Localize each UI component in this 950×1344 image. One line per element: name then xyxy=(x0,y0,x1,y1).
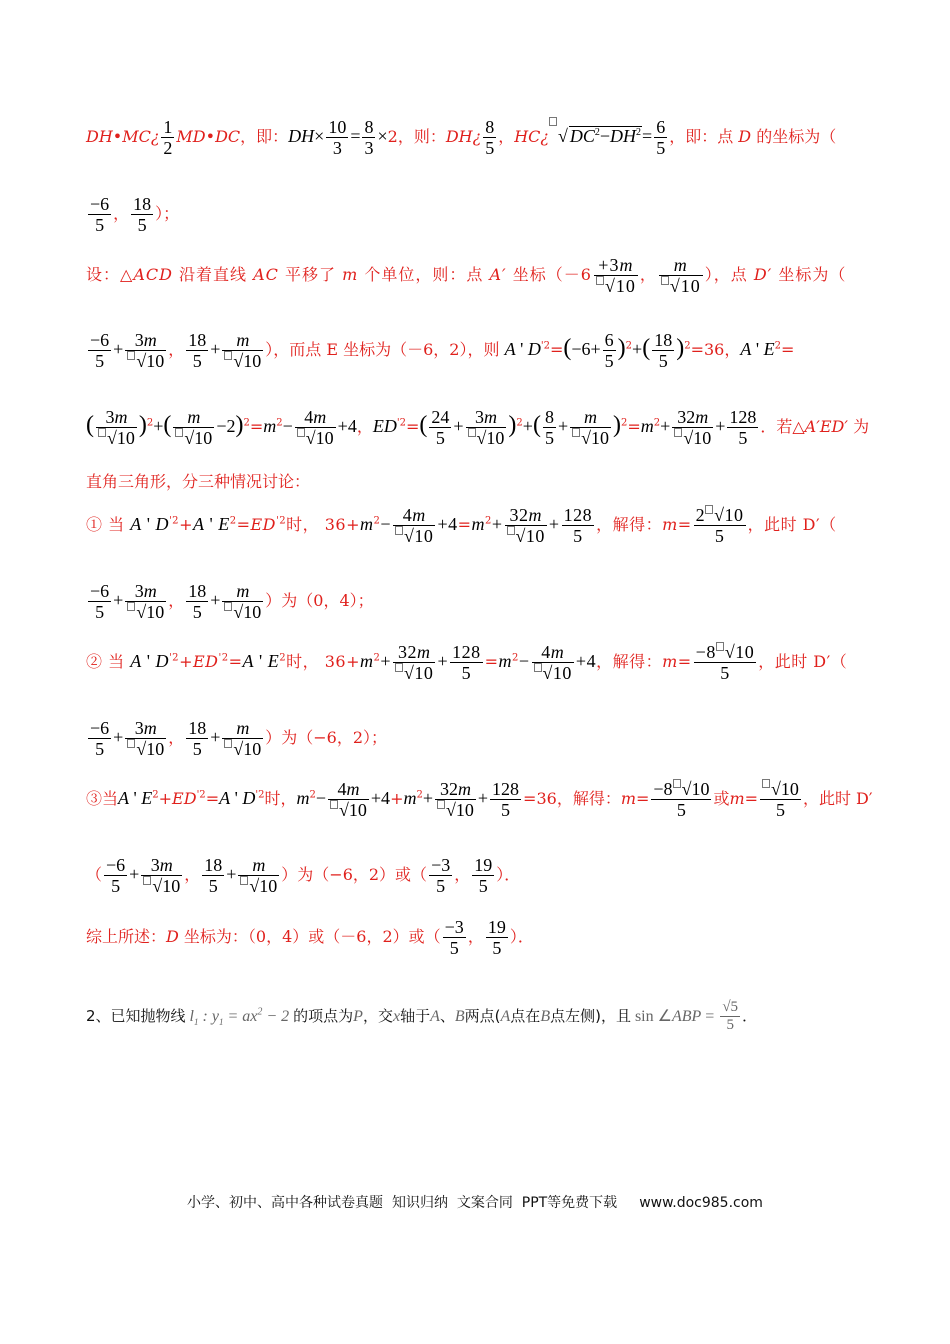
case-3-result: （ $\frac{-6}{5}$ + $\frac{3m}{√10}$ ， $\frac{18}{5}$ + $\frac{m}{√10}$ ）为（−6，2）或（ $\frac{-3}{5}$ ， $\frac{19}{5}$ ）． xyxy=(86,855,521,896)
solution-line-4: $\frac{-6}{5}$ + $\frac{3m}{√10}$ ， $\frac{18}{5}$ + $\frac{m}{√10}$ ），而点 E 坐标为（－6，2），则 A ' $D^{'2}=(-6+$ $\frac{6}{5}$ )$^2$+( $\frac{18}{5}$ )$^2$=36，A ' $E^2=$ xyxy=(90,330,795,371)
case-1-line: ① 当 A ' $D^{'2}+A$ ' $E^2=ED^{'2}$时， $36+m^2-$ $\frac{4m}{√10}$ $+4=m^2+$ $\frac{32m}{√10}$ + $\frac{128}{5}$ ，解得：m= $\frac{2 √10}{5}$ ，此时 D′（ xyxy=(86,505,837,546)
question-2: 2、已知抛物线 $l_1$ : $y_1 = ax^2 - 2$ 的项点为P，交x轴于A、B两点(A点在B点左侧)，且 sin ∠ABP = $\frac{√5}{5}$ ． xyxy=(86,999,758,1033)
solution-line-3: 设：△ACD 沿着直线 AC 平移了 m 个单位，则：点 A′ 坐标（－6 $\frac{+3m}{√10}$ ， $\frac{m}{√10}$ ），点 D′ 坐标为（ xyxy=(86,255,847,296)
case-3-line: ③当A ' $E^2+ED^{'2}=A$ ' $D^{'2}$时，$m^2-$ $\frac{4m}{√10}$ $+4+m^2+$ $\frac{32m}{√10}$ + $\frac{128}{5}$ =36，解得：m= $\frac{-8 √10}{5}$ 或m= $\frac{√10}{5}$ ，此时 D′ xyxy=(86,779,873,820)
footer-site: www.doc985.com xyxy=(639,1195,763,1211)
solution-line-2: $\frac{-6}{5}$ ， $\frac{18}{5}$ ）； xyxy=(90,194,180,235)
page-footer xyxy=(0,1192,950,1212)
footer-text: 小学、初中、高中各种试卷真题 知识归纳 文案合同 PPT等免费下载 xyxy=(187,1195,618,1211)
case-1-result: $\frac{-6}{5}$ + $\frac{3m}{√10}$ ， $\frac{18}{5}$ + $\frac{m}{√10}$ ）为（0，4）； xyxy=(90,581,374,622)
solution-line-5: ( $\frac{3m}{√10}$ )$^2$+( $\frac{m}{√10}$ $-2)^2=m^2-$ $\frac{4m}{√10}$ +4，$ED^{'2}=$( $\frac{24}{5}$ + $\frac{3m}{√10}$ )$^2$+( $\frac{8}{5}$ + $\frac{m}{√10}$ )$^2=m^2+$ $\frac{32m}{√10}$ + $\frac{128}{5}$ ．若△A′ED′ 为 xyxy=(86,407,870,448)
case-2-result: $\frac{-6}{5}$ + $\frac{3m}{√10}$ ， $\frac{18}{5}$ + $\frac{m}{√10}$ ）为（−6，2）； xyxy=(90,718,388,759)
solution-line-6: 直角三角形，分三种情况讨论： xyxy=(86,472,311,491)
summary-line: 综上所述：D 坐标为：（0，4）或（－6，2）或（ $\frac{-3}{5}$ ， $\frac{19}{5}$ ）． xyxy=(86,917,534,958)
solution-line-1: DH•MC¿ $\frac{1}{2}$ MD•DC，即：DH× $\frac{10}{3}$ = $\frac{8}{3}$ ×2，则：DH¿ $\frac{8}{5}$ ，HC¿ √ $DC^2-DH^2=$ $\frac{6}{5}$ ，即：点 D 的坐标为（ xyxy=(86,117,837,158)
case-2-line: ② 当 A ' $D^{'2}+ED^{'2}=A$ ' $E^2$时， $36+m^2+$ $\frac{32m}{√10}$ + $\frac{128}{5}$ $=m^2-$ $\frac{4m}{√10}$ +4，解得：m= $\frac{-8 √10}{5}$ ，此时 D′（ xyxy=(86,642,848,683)
